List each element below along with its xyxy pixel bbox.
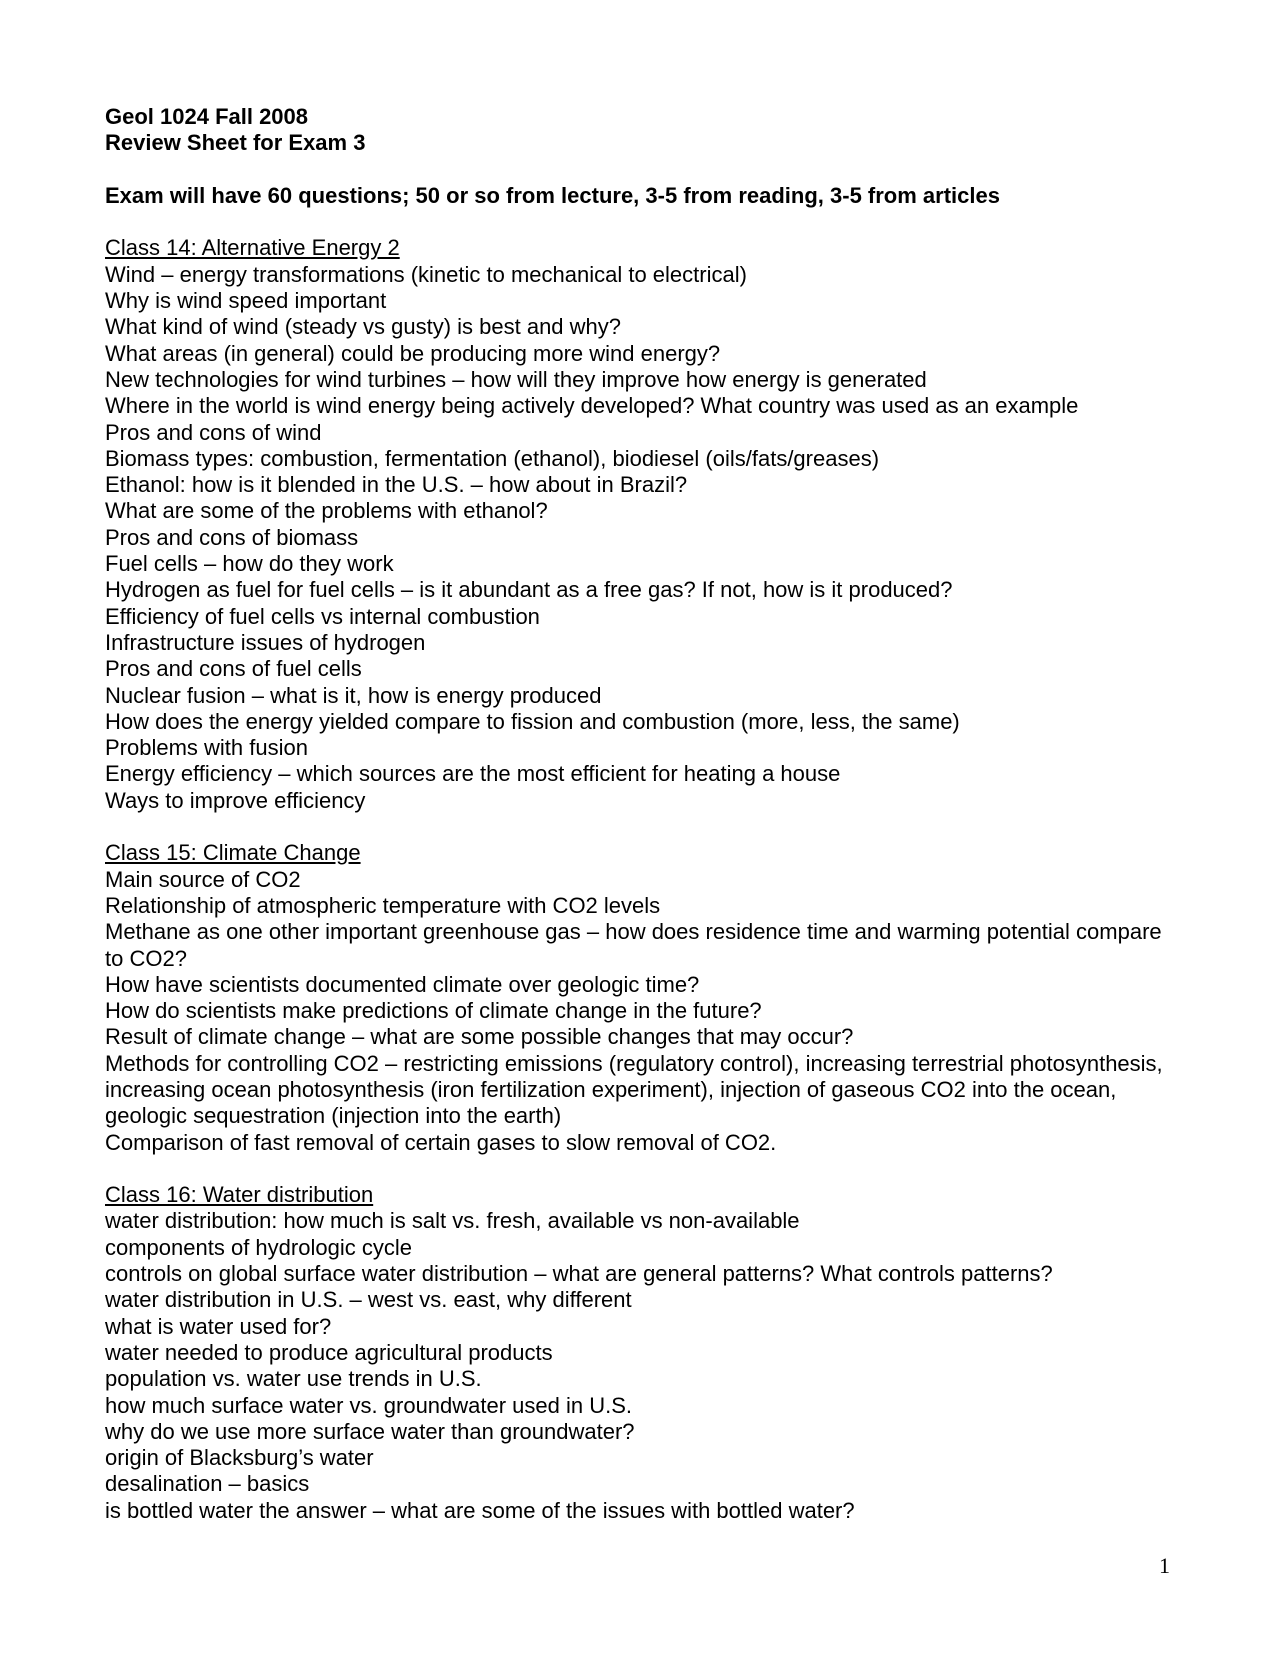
review-item: How do scientists make predictions of climate change in the future?	[105, 998, 762, 1024]
review-item: Main source of CO2	[105, 866, 301, 892]
review-item: Why is wind speed important	[105, 288, 387, 314]
review-item: What kind of wind (steady vs gusty) is best and why?	[105, 314, 622, 340]
review-item: Methods for controlling CO2 – restricting emissions (regulatory control), increasing terrestrial photosynthesis, increasing ocean photosynthesis (iron fertilization experiment), injection of gaseous CO2 into the ocean, geologic sequestration (injection into the earth)	[105, 1050, 1163, 1129]
review-item: how much surface water vs. groundwater used in U.S.	[105, 1392, 633, 1418]
review-item: How have scientists documented climate over geologic time?	[105, 971, 700, 997]
review-item: Pros and cons of biomass	[105, 524, 359, 550]
review-item: Wind – energy transformations (kinetic to mechanical to electrical)	[105, 261, 747, 287]
section-class-16	[105, 1182, 1185, 1524]
review-item: Where in the world is wind energy being actively developed? What country was used as an example	[105, 393, 1079, 419]
review-item: Problems with fusion	[105, 735, 308, 761]
review-item: Nuclear fusion – what is it, how is energy produced	[105, 682, 602, 708]
review-item: Methane as one other important greenhouse gas – how does residence time and warming potential compare to CO2?	[105, 919, 1162, 971]
review-item: is bottled water the answer – what are some of the issues with bottled water?	[105, 1497, 855, 1523]
review-item: Ways to improve efficiency	[105, 787, 366, 813]
review-item: What are some of the problems with ethanol?	[105, 498, 548, 524]
review-item: why do we use more surface water than groundwater?	[105, 1418, 635, 1444]
review-item: New technologies for wind turbines – how will they improve how energy is generated	[105, 366, 927, 392]
spacer	[105, 157, 1185, 183]
spacer	[105, 1156, 1185, 1182]
review-item: Result of climate change – what are some possible changes that may occur?	[105, 1024, 854, 1050]
review-item: Pros and cons of fuel cells	[105, 656, 362, 682]
review-item: Biomass types: combustion, fermentation (ethanol), biodiesel (oils/fats/greases)	[105, 445, 880, 471]
review-item: How does the energy yielded compare to fission and combustion (more, less, the same)	[105, 708, 960, 734]
review-item: origin of Blacksburg’s water	[105, 1445, 374, 1471]
section-class-14	[105, 235, 1185, 814]
document-title: Review Sheet for Exam 3	[105, 130, 366, 156]
review-item: population vs. water use trends in U.S.	[105, 1366, 482, 1392]
review-item: Relationship of atmospheric temperature with CO2 levels	[105, 892, 661, 918]
section-title: Class 16: Water distribution	[105, 1182, 374, 1208]
section-class-15	[105, 840, 1185, 1156]
review-item: Hydrogen as fuel for fuel cells – is it abundant as a free gas? If not, how is it produced?	[105, 577, 953, 603]
review-item: Efficiency of fuel cells vs internal combustion	[105, 603, 540, 629]
review-item: water distribution: how much is salt vs. fresh, available vs non-available	[105, 1208, 800, 1234]
review-item: Infrastructure issues of hydrogen	[105, 629, 426, 655]
exam-note: Exam will have 60 questions; 50 or so from lecture, 3-5 from reading, 3-5 from articles	[105, 182, 1000, 208]
review-item: Pros and cons of wind	[105, 419, 322, 445]
spacer	[105, 209, 1185, 235]
course-heading: Geol 1024 Fall 2008	[105, 104, 309, 129]
section-title: Class 14: Alternative Energy 2	[105, 235, 400, 261]
document-content	[105, 104, 1185, 1524]
section-title: Class 15: Climate Change	[105, 840, 361, 866]
review-item: water distribution in U.S. – west vs. east, why different	[105, 1287, 632, 1313]
review-item: components of hydrologic cycle	[105, 1234, 412, 1260]
review-item: Ethanol: how is it blended in the U.S. – how about in Brazil?	[105, 472, 688, 498]
review-item: Fuel cells – how do they work	[105, 551, 394, 577]
review-item: controls on global surface water distribution – what are general patterns? What controls patterns?	[105, 1261, 1053, 1287]
page-number: 1	[1159, 1553, 1170, 1578]
review-item: Energy efficiency – which sources are the most efficient for heating a house	[105, 761, 841, 787]
review-item: desalination – basics	[105, 1471, 310, 1497]
spacer	[105, 814, 1185, 840]
review-item: water needed to produce agricultural products	[105, 1339, 553, 1365]
review-item: Comparison of fast removal of certain gases to slow removal of CO2.	[105, 1129, 777, 1155]
review-item: what is water used for?	[105, 1313, 332, 1339]
review-item: What areas (in general) could be producing more wind energy?	[105, 340, 721, 366]
